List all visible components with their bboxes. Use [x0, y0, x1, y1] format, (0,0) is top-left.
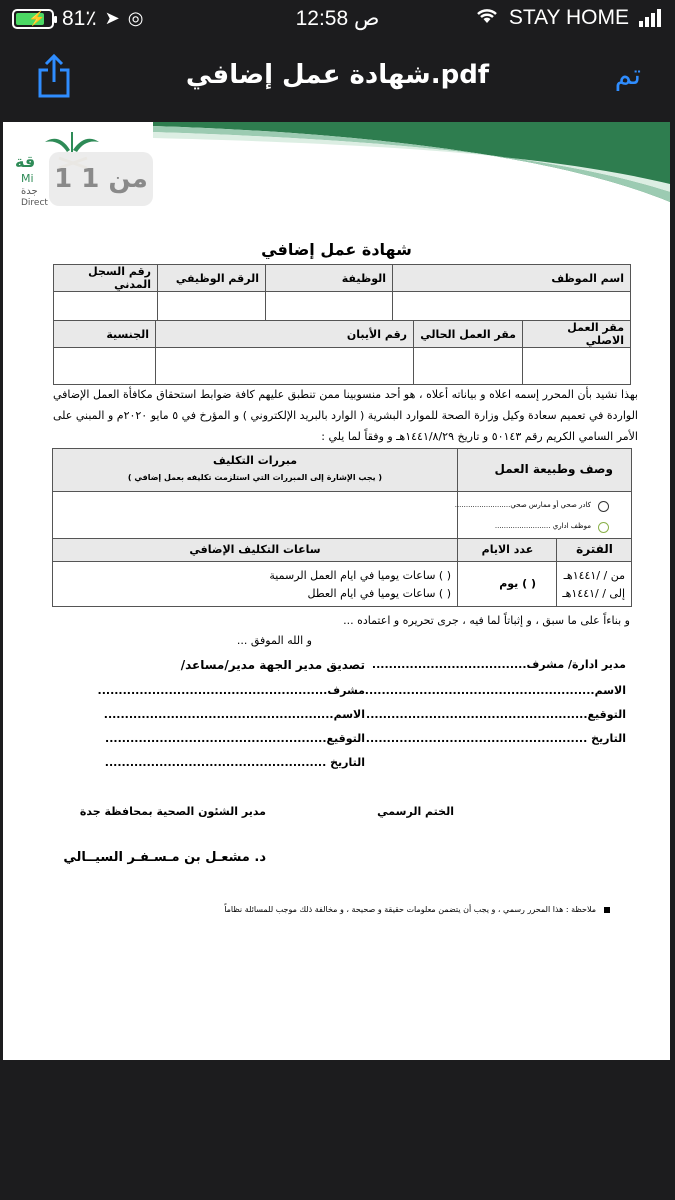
sig-right-manager[interactable]: مدير ادارة/ مشرف.....................................: [371, 658, 626, 671]
period-from[interactable]: من / /١٤٤١هـ: [563, 569, 625, 582]
header-nationality: الجنسية: [54, 321, 156, 348]
viewer-background: [0, 1060, 675, 1200]
field-employee-name[interactable]: [393, 292, 631, 323]
radio-admin-staff[interactable]: [598, 522, 609, 533]
header-civil-id: رقم السجل المدني: [54, 265, 158, 292]
header-days: عدد الايام: [481, 543, 534, 556]
sig-left-approval: تصديق مدير الجهة مدير/مساعد/: [180, 658, 365, 672]
director-name: د. مشعـل بن مـسـفـر السيــالي: [63, 850, 266, 865]
field-nationality[interactable]: [54, 348, 156, 385]
field-job[interactable]: [266, 292, 393, 323]
battery-icon: ⚡: [12, 9, 54, 29]
header-work-description: وصف وطبيعة العمل: [494, 462, 613, 476]
header-period: الفترة: [576, 542, 613, 556]
signal-icon: [639, 9, 661, 27]
hours-working-days[interactable]: ( ) ساعات يوميا في ايام العمل الرسمية: [269, 569, 451, 582]
header-ribbon: [153, 122, 670, 202]
pdf-page[interactable]: [3, 122, 670, 1060]
logo-text-1: قة: [15, 152, 36, 171]
status-time: 12:58 ص: [295, 7, 380, 30]
hours-holidays[interactable]: ( ) ساعات يوميا في ايام العطل: [307, 587, 451, 600]
location-icon: ➤: [104, 8, 120, 28]
note-bullet-icon: [604, 907, 610, 913]
closing-text: و الله الموفق ...: [236, 634, 312, 647]
header-current-workplace: مقر العمل الحالي: [414, 321, 523, 348]
sig-left-supervisor[interactable]: مشرف.......................................................: [97, 684, 365, 697]
justifications-note: ( يجب الإشارة إلى المبررات التي استلزمت تكليفه بعمل إضافي ): [127, 473, 383, 482]
field-job-number[interactable]: [158, 292, 266, 323]
page-indicator: 1 من 1: [49, 152, 153, 206]
logo-text-2: Mi: [21, 172, 34, 185]
header-original-workplace: مقر العمل الاصلي: [523, 321, 631, 348]
status-right: [475, 6, 661, 30]
declaration-paragraph: بهذا نشيد بأن المحرر إسمه اعلاه و بياناته أعلاه ، هو أحد منسوبينا ممن تنطبق عليهم كافة ضوابط استحقاق مكافأة العمل الإضافي الواردة في تعميم سعادة وكيل وزارة الصحة للموارد البشرية ( الوارد بالبريد الإلكتروني ) و المؤرخ في ٥ مايو ٢٠٢٠م و المبني على الأمر السامي الكريم رقم ٥٠١٤٣ و تاريخ ١٤٤١/٨/٢٩هـ و وفقاً لما يلي :: [53, 388, 638, 443]
sig-right-date[interactable]: التاريخ .....................................................: [365, 732, 626, 745]
battery-percent: 81٪: [62, 7, 97, 30]
assignment-table: [52, 448, 632, 607]
conclusion-text: و بناءاً على ما سبق ، و إثباتاً لما فيه ، جرى تحريره و اعتماده ...: [343, 614, 630, 627]
field-justifications[interactable]: [53, 492, 457, 538]
header-job-number: الرقم الوظيفي: [158, 265, 266, 292]
header-employee-name: اسم الموظف: [393, 265, 631, 292]
footnote: ملاحظة : هذا المحرر رسمي ، و يجب أن يتضمن معلومات حقيقة و صحيحة ، و مخالفة ذلك موجب للمسائلة نظاماً: [224, 905, 596, 914]
header-job: الوظيفة: [266, 265, 393, 292]
header-extra-hours: ساعات التكليف الإضافي: [189, 543, 321, 556]
days-count[interactable]: ( ) يوم: [499, 577, 536, 590]
field-civil-id[interactable]: [54, 292, 158, 323]
field-iban[interactable]: [156, 348, 414, 385]
header-iban: رقم الأيبان: [156, 321, 414, 348]
wifi-icon: [475, 6, 499, 30]
director-title: مدير الشئون الصحية بمحافظة جدة: [79, 805, 266, 818]
logo-text-3: جدة: [21, 186, 38, 197]
sig-left-name[interactable]: الاسم.......................................................: [103, 708, 365, 721]
logo-text-4: Direct: [21, 198, 48, 208]
nav-bar: [0, 40, 675, 114]
sig-left-date[interactable]: التاريخ .....................................................: [104, 756, 365, 769]
document-title: شهادة عمل إضافي.pdf: [185, 60, 490, 90]
carrier-name: STAY HOME: [508, 6, 629, 29]
sig-right-name[interactable]: الاسم.......................................................: [364, 684, 626, 697]
status-bar: [0, 0, 675, 40]
workplace-table: [53, 320, 631, 385]
official-stamp-label: الختم الرسمي: [377, 805, 454, 818]
field-original-workplace[interactable]: [523, 348, 631, 385]
period-to[interactable]: إلى / /١٤٤١هـ: [562, 587, 625, 600]
option-admin-staff: موظف اداري .........................: [494, 522, 591, 530]
radio-health-staff[interactable]: [598, 501, 609, 512]
done-button[interactable]: تم: [614, 58, 641, 91]
employee-table: [53, 264, 631, 323]
sig-right-signature[interactable]: التوقيع.....................................................: [366, 708, 626, 721]
orientation-lock-icon: ◎: [127, 8, 144, 28]
option-health-staff: كادر صحي أو ممارس صحي.........................: [454, 501, 591, 509]
sig-left-signature[interactable]: التوقيع.....................................................: [105, 732, 365, 745]
form-title: شهادة عمل إضافي: [261, 240, 412, 259]
header-justifications: مبررات التكليف: [213, 454, 297, 467]
field-current-workplace[interactable]: [414, 348, 523, 385]
